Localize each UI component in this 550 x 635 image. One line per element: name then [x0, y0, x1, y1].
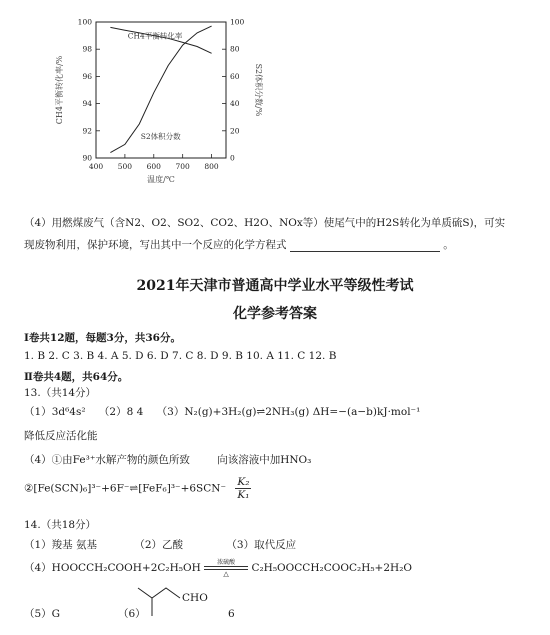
x-axis-label: 温度/℃ — [147, 175, 175, 184]
reaction-arrow — [204, 559, 248, 578]
x-tick-label: 800 — [204, 162, 219, 171]
q13-1-prefix: （1） — [24, 406, 52, 418]
y-left-tick-label: 92 — [82, 126, 92, 136]
part1-header: Ⅰ卷共12题，每题3分，共36分。 — [24, 332, 181, 344]
q14-line-1 — [24, 537, 296, 552]
answer-subtitle: 化学参考答案 — [233, 306, 317, 322]
q14-label: 14.（共18分） — [24, 519, 97, 531]
q13-label: 13.（共14分） — [24, 387, 97, 399]
isomer-count: 6 — [228, 608, 235, 620]
q14-2: （2）乙酸 — [134, 539, 184, 551]
x-tick-label: 400 — [88, 162, 104, 171]
q13-3-equation: N₂(g)+3H₂(g)⇌2NH₃(g) ΔH=−(a−b)kJ·mol⁻¹ — [184, 406, 421, 418]
q13-2: （2）8 4 — [98, 406, 144, 418]
q13-4-c-equation: ②[Fe(SCN)₆]³⁻+6F⁻⇌[FeF₆]³⁻+6SCN⁻ — [24, 482, 227, 495]
chart-ticks — [78, 18, 245, 172]
q13-3-prefix: （3） — [156, 406, 185, 418]
q13-line-1 — [24, 404, 420, 419]
q14-4-left: （4）HOOCCH₂COOH+2C₂H₅OH — [24, 562, 201, 574]
question-4-end: 。 — [443, 239, 454, 251]
y-left-axis-label: CH4平衡转化率/% — [55, 55, 64, 125]
reaction-condition-bottom: △ — [223, 570, 229, 578]
ch4-s2-temperature-chart — [50, 8, 310, 193]
q14-line-4 — [24, 559, 413, 578]
y-right-tick-label: 0 — [230, 153, 235, 163]
y-right-tick-label: 60 — [230, 71, 240, 81]
x-tick-label: 600 — [146, 162, 161, 171]
reaction-condition-top: 浓硫酸 — [217, 559, 236, 566]
answer-blank — [290, 241, 440, 252]
q13-4-b: 向该溶液中加HNO₃ — [217, 454, 312, 466]
q13-1-config: 3d⁶4s² — [51, 406, 86, 418]
q13-line-4 — [24, 452, 311, 467]
y-left-tick-label: 90 — [82, 153, 92, 163]
q14-4-right: C₂H₅OOCCH₂COOC₂H₅+2H₂O — [251, 562, 413, 574]
equilibrium-constant-fraction — [235, 476, 251, 501]
question-4-line-2 — [24, 237, 454, 252]
fraction-denominator: K₁ — [237, 489, 250, 501]
annotation-ch4: CH4平衡转化率 — [127, 31, 183, 41]
aldehyde-group-label: CHO — [182, 592, 208, 604]
q14-6: （6） — [118, 608, 146, 620]
q13-3-note: 降低反应活化能 — [24, 430, 98, 442]
q13-line-5 — [24, 476, 251, 501]
question-4-line-1: （4）用燃煤废气（含N2、O2、SO2、CO2、H2O、NOx等）使尾气中的H2S转化为单质硫S)，可实 — [24, 217, 506, 229]
part2-header: Ⅱ卷共4题，共64分。 — [24, 371, 129, 383]
x-tick-label: 700 — [175, 162, 190, 171]
q14-3: （3）取代反应 — [226, 539, 297, 551]
answer-title: 2021年天津市普通高中学业水平等级性考试 — [136, 278, 414, 294]
q14-1: （1）羧基 氨基 — [24, 539, 98, 551]
x-tick-label: 500 — [117, 162, 133, 171]
y-left-tick-label: 94 — [82, 99, 92, 109]
y-right-tick-label: 20 — [230, 126, 240, 136]
y-left-tick-label: 98 — [82, 44, 92, 54]
y-right-tick-label: 40 — [230, 99, 240, 109]
q13-4-a: （4）①由Fe³⁺水解产物的颜色所致 — [24, 454, 190, 466]
carbon-chain — [138, 588, 180, 598]
y-left-tick-label: 100 — [77, 17, 92, 27]
y-left-tick-label: 96 — [82, 71, 92, 81]
part1-answers: 1. B 2. C 3. B 4. A 5. D 6. D 7. C 8. D 9. B 10. A 11. C 12. B — [24, 350, 337, 362]
y-right-tick-label: 100 — [230, 17, 245, 27]
question-4-text: 现废物利用，保护环境，写出其中一个反应的化学方程式 — [24, 239, 287, 251]
q14-5: （5）G — [24, 608, 61, 620]
y-right-tick-label: 80 — [230, 44, 240, 54]
fraction-numerator: K₂ — [237, 476, 250, 488]
annotation-s2: S2体积分数 — [140, 131, 181, 141]
y-right-axis-label: S2体积分数/% — [254, 63, 263, 117]
